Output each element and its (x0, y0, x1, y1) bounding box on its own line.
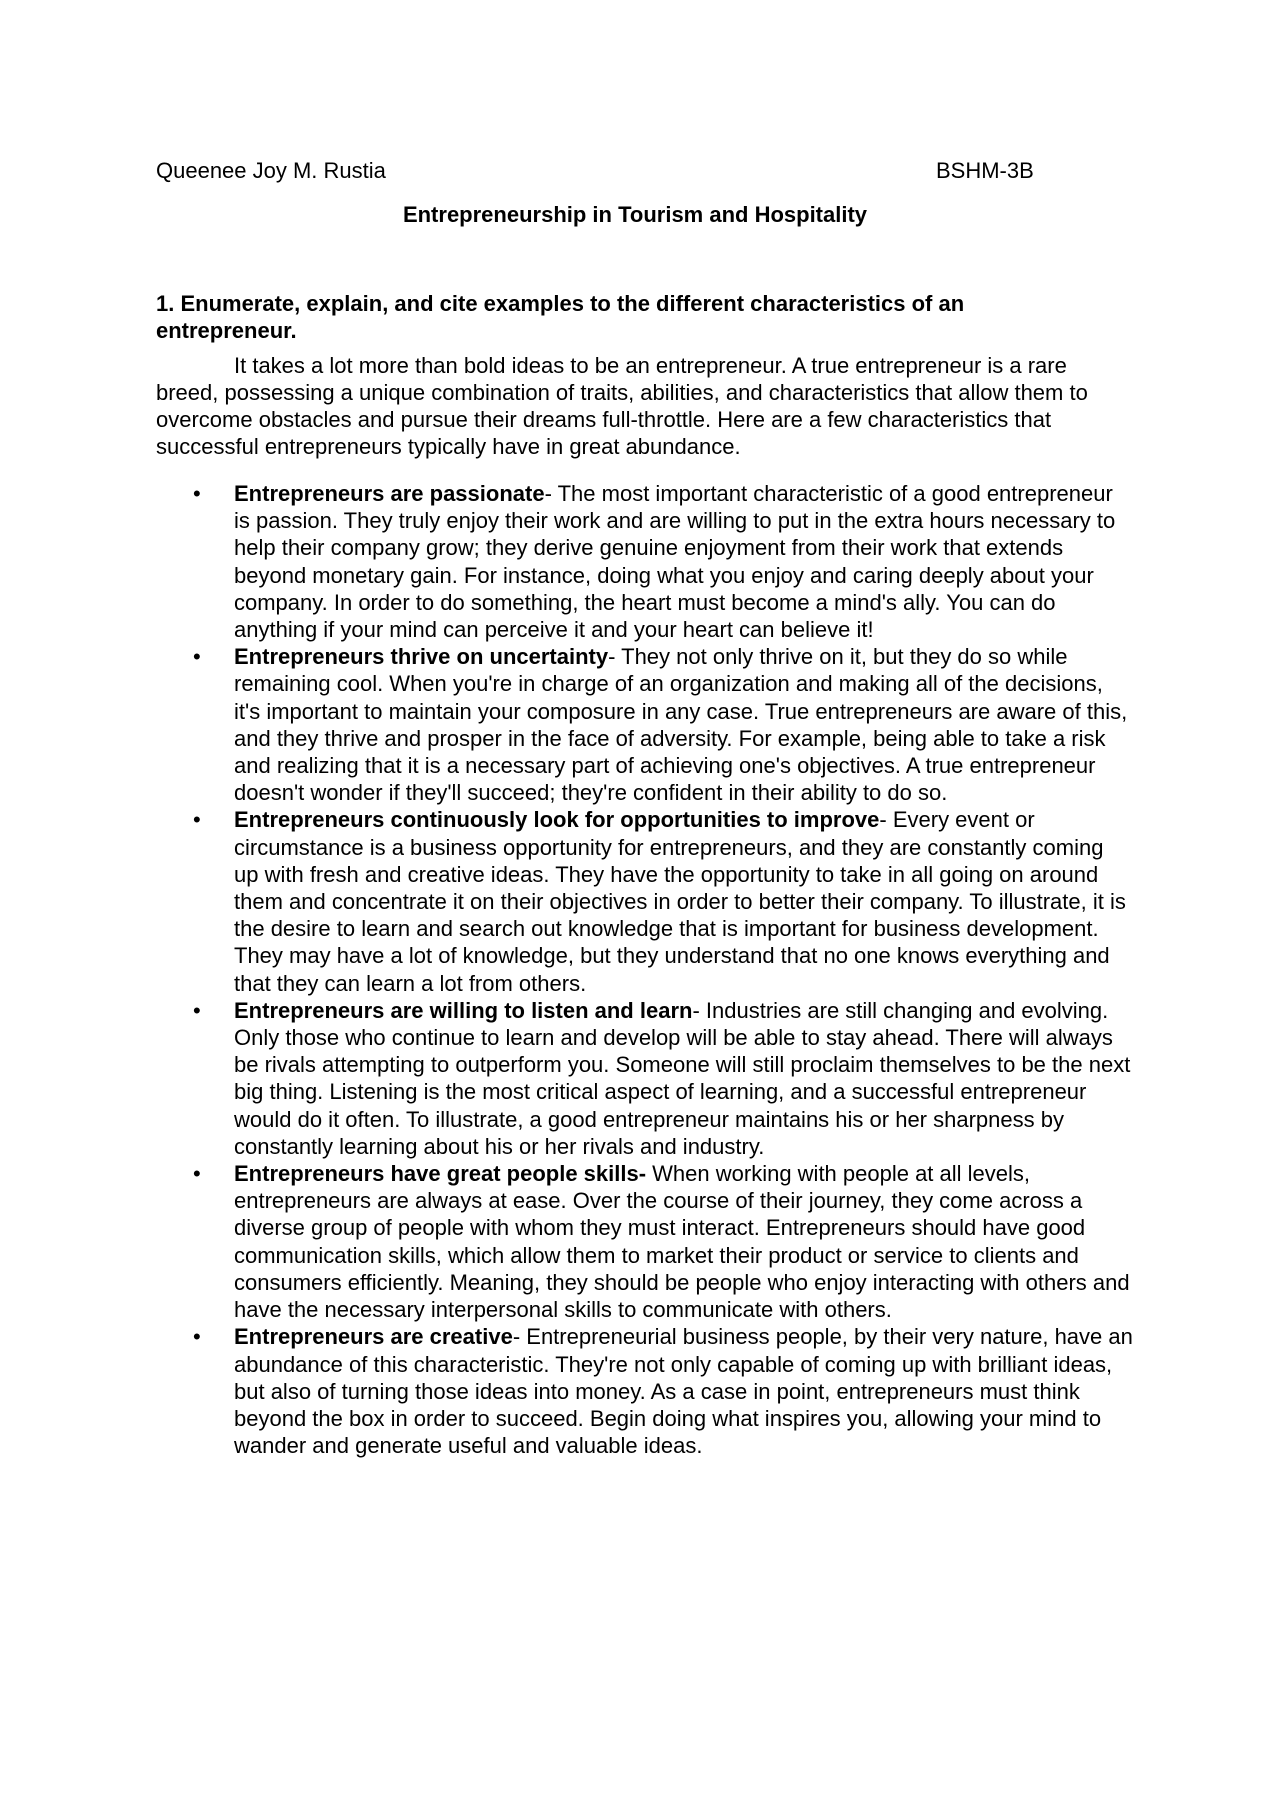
trait-body: - Entrepreneurial business people, by their very nature, have an abundance of this characteristic. They're not only capable of coming up with brilliant ideas, but also of turning those ideas into money. As a case in point, entrepreneurs must think beyond the box in order to succeed. Begin doing what inspires you, allowing your mind to wander and generate useful and valuable ideas. (234, 1324, 1133, 1459)
list-item (156, 480, 1134, 643)
list-item (156, 806, 1134, 996)
bullet-icon: • (193, 644, 201, 670)
trait-heading: Entrepreneurs continuously look for opportunities to improve (234, 807, 880, 833)
trait-body: When working with people at all levels, entrepreneurs are always at ease. Over the course of their journey, they come across a diverse group of people with whom they must interact. Entrepreneurs should have good communication skills, which allow them to market their product or service to clients and consumers efficiently. Meaning, they should be people who enjoy interacting with others and have the necessary interpersonal skills to communicate with others. (234, 1161, 1130, 1323)
list-item (156, 997, 1134, 1160)
student-name: Queenee Joy M. Rustia (156, 158, 386, 183)
trait-heading: Entrepreneurs are passionate (234, 481, 545, 506)
trait-heading: Entrepreneurs thrive on uncertainty (234, 644, 609, 670)
bullet-icon: • (193, 1324, 201, 1350)
traits-list (156, 480, 1133, 1459)
trait-body: - Industries are still changing and evolving. Only those who continue to learn and develop will be able to stay ahead. There will always be rivals attempting to outperform you. Someone will still proclaim themselves to be the next big thing. Listening is the most critical aspect of learning, and a successful entrepreneur would do it often. To illustrate, a good entrepreneur maintains his or her sharpness by constantly learning about his or her rivals and industry. (234, 997, 1131, 1159)
bullet-icon: • (193, 997, 201, 1023)
document-title: Entrepreneurship in Tourism and Hospitality (402, 202, 868, 227)
trait-body: - They not only thrive on it, but they do so while remaining cool. When you're in charge of an organization and making all of the decisions, it's important to maintain your composure in any case. True entrepreneurs are aware of this, and they thrive and prosper in the face of adversity. For example, being able to take a risk and realizing that it is a necessary part of achieving one's objectives. A true entrepreneur doesn't wonder if they'll succeed; they're confident in their ability to do so. (234, 644, 1128, 806)
bullet-icon: • (193, 481, 201, 506)
header-row (156, 156, 1126, 188)
trait-heading: Entrepreneurs are creative (234, 1324, 513, 1350)
trait-body: - The most important characteristic of a good entrepreneur is passion. They truly enjoy their work and are willing to put in the extra hours necessary to help their company grow; they derive genuine enjoyment from their work that extends beyond monetary gain. For instance, doing what you enjoy and caring deeply about your company. In order to do something, the heart must become a mind's ally. You can do anything if your mind can perceive it and your heart can believe it! (234, 481, 1116, 643)
trait-heading: Entrepreneurs have great people skills- (234, 1161, 647, 1187)
list-item (156, 643, 1134, 806)
class-section: BSHM-3B (936, 158, 1034, 183)
question-heading: 1. Enumerate, explain, and cite examples to the different characteristics of an entrepreneur. (156, 291, 965, 343)
list-item (156, 1323, 1134, 1459)
bullet-icon: • (193, 1161, 201, 1187)
document-page (156, 156, 1133, 1459)
bullet-icon: • (193, 807, 201, 833)
trait-heading: Entrepreneurs are willing to listen and learn (234, 997, 693, 1023)
trait-body: - Every event or circumstance is a business opportunity for entrepreneurs, and they are constantly coming up with fresh and creative ideas. They have the opportunity to take in all going on around them and concentrate it on their objectives in order to better their company. To illustrate, it is the desire to learn and search out knowledge that is important for business development. They may have a lot of knowledge, but they understand that no one knows everything and that they can learn a lot from others. (234, 807, 1126, 996)
list-item (156, 1160, 1134, 1323)
intro-paragraph: It takes a lot more than bold ideas to be an entrepreneur. A true entrepreneur is a rare breed, possessing a unique combination of traits, abilities, and characteristics that allow them to overcome obstacles and pursue their dreams full-throttle. Here are a few characteristics that successful entrepreneurs typically have in great abundance. (156, 353, 1088, 459)
